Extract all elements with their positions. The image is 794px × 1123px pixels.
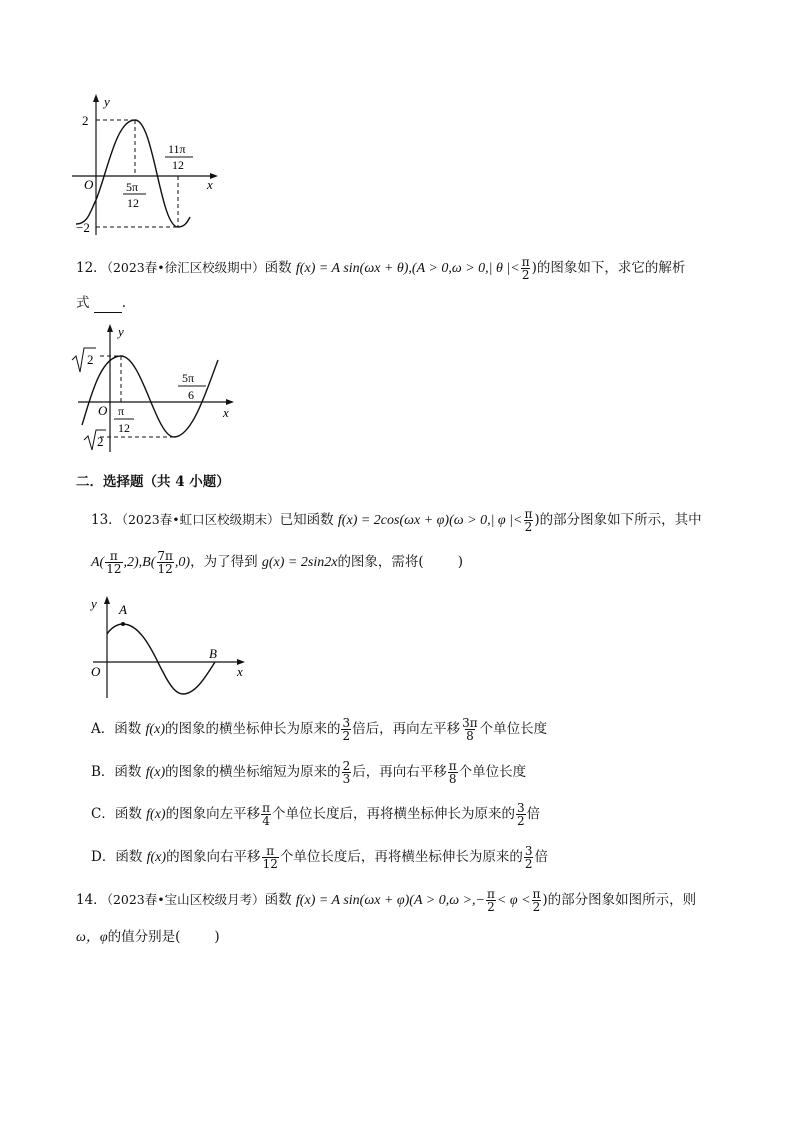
sine-curve	[82, 356, 218, 437]
option-b[interactable]: B．函数 f(x)的图象的横坐标缩短为原来的 $\frac{2}{3}$ 后，再向右平移 $\frac{\pi}{8}$ 个单位长度	[91, 759, 527, 786]
function-expression: f(x) = 2cos(ωx + φ)(ω > 0,| φ |<	[337, 513, 523, 528]
section-heading: 二．选择题（共 4 小题）	[76, 474, 230, 490]
x-axis-label: x	[207, 177, 213, 192]
question-number: 14．	[76, 892, 107, 908]
x2-num: 11π	[168, 142, 186, 156]
sqrt-bottom-label: 2	[97, 434, 104, 449]
question-source: （2023春•虹口区校级期末）	[121, 512, 280, 527]
question-source: （2023春•宝山区校级月考）	[106, 892, 265, 907]
x2-den: 12	[172, 158, 184, 172]
x2-num: 5π	[182, 371, 195, 385]
y-axis-label: y	[91, 596, 97, 611]
y-axis-arrow-icon	[107, 324, 113, 332]
y-min-label: −2	[76, 220, 90, 235]
x1-den: 12	[118, 421, 130, 435]
option-a[interactable]: A．函数 f(x)的图象的横坐标伸长为原来的 $\frac{3}{2}$ 倍后，再向左平移 $\frac{3\pi}{8}$ 个单位长度	[91, 716, 548, 743]
question-12: 12．（2023春•徐汇区校级期中）函数 f(x) = A sin(ωx + θ),(A > 0,ω > 0,| θ |< $\frac{\pi}{2}$ )的图象如下，求它的解析	[76, 255, 686, 282]
fraction: $\frac{\pi}{2}$	[524, 507, 533, 534]
x1-num: 5π	[126, 180, 139, 194]
graph-q12	[60, 320, 250, 455]
option-d[interactable]: D．函数 f(x)的图象向右平移 $\frac{\pi}{12}$ 个单位长度后，再将横坐标伸长为原来的 $\frac{3}{2}$ 倍	[91, 844, 548, 871]
origin-label: O	[98, 403, 108, 418]
x-axis-label: x	[223, 405, 229, 420]
point-b-label: B	[209, 646, 217, 661]
question-number: 13．	[91, 512, 122, 528]
function-expression: f(x) = A sin(ωx + φ)(A > 0,ω >,−	[295, 893, 485, 908]
sine-curve	[76, 120, 190, 227]
question-12-line2: 式 .	[76, 295, 127, 311]
point-a-label: A	[119, 602, 127, 617]
point-a-marker	[121, 622, 125, 626]
y-axis-label: y	[118, 324, 124, 339]
x1-den: 12	[127, 196, 139, 210]
y-axis-arrow-icon	[104, 596, 110, 604]
graph-q13	[85, 592, 255, 702]
y-axis-label: y	[104, 94, 110, 109]
x-axis-label: x	[237, 664, 243, 679]
sqrt-top-label: 2	[87, 352, 94, 367]
origin-label: O	[84, 177, 94, 192]
question-number: 12．	[76, 260, 107, 276]
answer-blank[interactable]	[94, 298, 122, 313]
x2-den: 6	[188, 388, 194, 402]
graph-q11	[60, 90, 230, 240]
option-c[interactable]: C．函数 f(x)的图象向左平移 $\frac{\pi}{4}$ 个单位长度后，再将横坐标伸长为原来的 $\frac{3}{2}$ 倍	[91, 801, 541, 828]
question-source: （2023春•徐汇区校级期中）	[106, 260, 265, 275]
origin-label: O	[91, 664, 101, 679]
cosine-curve	[107, 624, 215, 694]
fraction: $\frac{\pi}{2}$	[521, 255, 530, 282]
function-expression: f(x) = A sin(ωx + θ),(A > 0,ω > 0,| θ |<	[295, 261, 520, 276]
y-axis-arrow-icon	[93, 94, 99, 102]
question-13-line2: A( $\frac{\pi}{12}$ ,2),B( $\frac{7\pi}{12}$ ,0)，为了得到 g(x) = 2sin2x的图象，需将( )	[91, 549, 463, 576]
question-14: 14．（2023春•宝山区校级月考）函数 f(x) = A sin(ωx + φ)(A > 0,ω >,− $\frac{\pi}{2}$ < φ < $\frac{\pi}{2}$ )的部分图象如图所示，则	[76, 887, 697, 914]
x1-num: π	[118, 404, 125, 418]
question-13: 13．（2023春•虹口区校级期末）已知函数 f(x) = 2cos(ωx + φ)(ω > 0,| φ |< $\frac{\pi}{2}$ )的部分图象如下所示，其中	[91, 507, 702, 534]
target-function: g(x) = 2sin2x	[261, 555, 338, 570]
question-14-line2: ω，φ的值分别是( )	[76, 929, 220, 945]
y-max-label: 2	[82, 113, 89, 128]
